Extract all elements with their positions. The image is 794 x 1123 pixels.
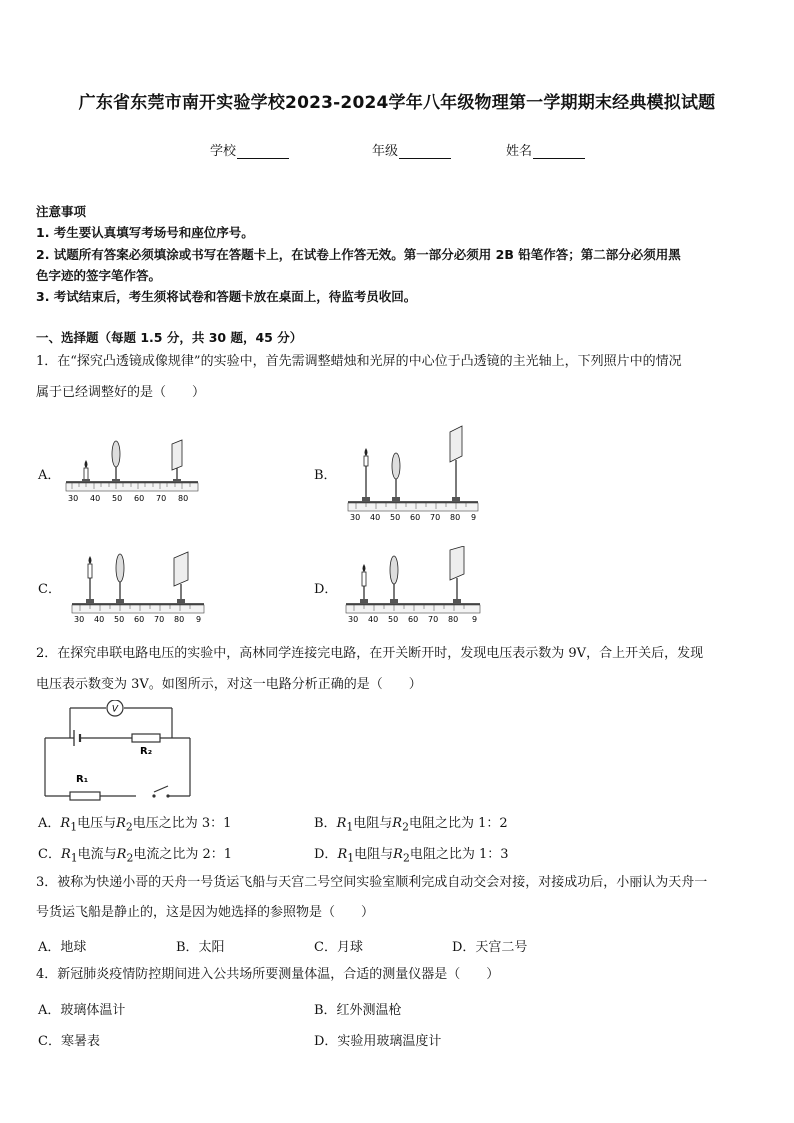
q4-option-b: B．红外测温枪 [314,1003,402,1018]
q1-text-2: 属于已经调整好的是（ ） [36,385,206,400]
tick-label: 80 [448,615,459,624]
candle [82,460,90,482]
q1-option-a-label: A． [38,468,61,483]
tick-label: 60 [134,494,145,503]
resistor-r1-icon [70,792,100,800]
q4-option-d: D．实验用玻璃温度计 [314,1034,442,1049]
q3-option-c: C．月球 [314,940,363,955]
q1-option-d-label: D． [314,582,338,597]
notice-item-1: 1. 考生要认真填写考场号和座位序号。 [36,225,254,240]
tick-label: 30 [348,615,359,624]
q1-figure-a [62,436,202,504]
q2-text-2: 电压表示数变为 3V。如图所示，对这一电路分析正确的是（ ） [36,677,422,692]
screen [172,440,182,482]
r1-label: R₁ [76,774,89,785]
grade-field [372,140,451,159]
tick-label: 60 [134,615,145,624]
voltmeter-label: V [111,704,119,715]
grade-blank [399,145,451,159]
name-field [506,140,585,159]
q3-text-2: 号货运飞船是静止的，这是因为她选择的参照物是（ ） [36,905,375,920]
tick-label: 30 [68,494,79,503]
tick-label: 9 [196,615,202,624]
lens [390,556,398,604]
q1-option-b-label: B． [314,468,337,483]
q4-text: 4．新冠肺炎疫情防控期间进入公共场所要测量体温，合适的测量仪器是（ ） [36,967,500,982]
tick-label: 50 [114,615,125,624]
school-field [210,140,289,159]
tick-label: 40 [368,615,379,624]
lens [112,441,120,482]
tick-label: 40 [90,494,101,503]
section-heading: 一、选择题（每题 1.5 分，共 30 题，45 分） [36,330,303,345]
notice-heading: 注意事项 [36,204,87,219]
exam-title: 广东省东莞市南开实验学校2023-2024学年八年级物理第一学期期末经典模拟试题 [78,93,716,113]
tick-label: 60 [410,513,421,522]
tick-label: 40 [370,513,381,522]
tick-label: 80 [450,513,461,522]
q2-option-d: D．$R_1$电阻与$R_2$电阻之比为 1：3 [314,847,509,865]
q3-option-d: D．天宫二号 [452,940,528,955]
screen [174,552,188,604]
candle [360,564,368,604]
school-label: 学校 [210,144,237,159]
lens [116,554,124,604]
tick-label: 50 [390,513,401,522]
tick-label: 60 [408,615,419,624]
tick-label: 50 [388,615,399,624]
r2-label: R₂ [140,746,153,757]
tick-label: 80 [178,494,189,503]
q2-option-c: C．$R_1$电流与$R_2$电流之比为 2：1 [38,847,233,865]
tick-label: 9 [472,615,478,624]
name-label: 姓名 [506,144,533,159]
battery-icon [74,730,80,746]
tick-label: 9 [471,513,477,522]
voltmeter-icon [107,700,123,716]
tick-label: 40 [94,615,105,624]
school-blank [237,145,289,159]
screen [450,426,462,502]
q2-text-1: 2．在探究串联电路电压的实验中，高林同学连接完电路，在开关断开时，发现电压表示数为 9V，合上开关后，发现 [36,646,704,661]
q3-option-b: B．太阳 [176,940,225,955]
q3-option-a: A．地球 [38,940,87,955]
grade-label: 年级 [372,144,399,159]
tick-label: 50 [112,494,123,503]
q1-figure-d [344,546,482,626]
q3-text-1: 3．被称为快递小哥的天舟一号货运飞船与天宫二号空间实验室顺利完成自动交会对接，对接成功后，小丽认为天舟一 [36,875,708,890]
q2-option-a: A．$R_1$电压与$R_2$电压之比为 3：1 [38,816,232,834]
tick-label: 70 [430,513,441,522]
q4-option-a: A．玻璃体温计 [38,1003,126,1018]
notice-item-2-cont: 色字迹的签字笔作答。 [36,268,162,283]
q2-option-b: B．$R_1$电阻与$R_2$电阻之比为 1：2 [314,816,508,834]
tick-label: 80 [174,615,185,624]
candle [86,556,94,604]
screen [450,546,464,604]
tick-label: 70 [428,615,439,624]
tick-label: 70 [156,494,167,503]
resistor-r2-icon [132,734,160,742]
lens [392,453,400,502]
notice-item-2: 2. 试题所有答案必须填涂或书写在答题卡上，在试卷上作答无效。第一部分必须用 2B 铅笔作答；第二部分必须用黑 [36,247,681,262]
switch-icon [152,794,169,797]
q1-text-1: 1．在“探究凸透镜成像规律”的实验中，首先需调整蜡烛和光屏的中心位于凸透镜的主光轴上，下列照片中的情况 [36,354,682,369]
candle [362,448,370,502]
q1-figure-c [70,546,206,626]
q1-figure-b [346,424,480,524]
q4-option-c: C．寒暑表 [38,1034,100,1049]
tick-label: 70 [154,615,165,624]
notice-item-3: 3. 考试结束后，考生须将试卷和答题卡放在桌面上，待监考员收回。 [36,289,417,304]
name-blank [533,145,585,159]
q1-option-c-label: C． [38,582,61,597]
q2-circuit-diagram [40,700,198,804]
tick-label: 30 [74,615,85,624]
tick-label: 30 [350,513,361,522]
